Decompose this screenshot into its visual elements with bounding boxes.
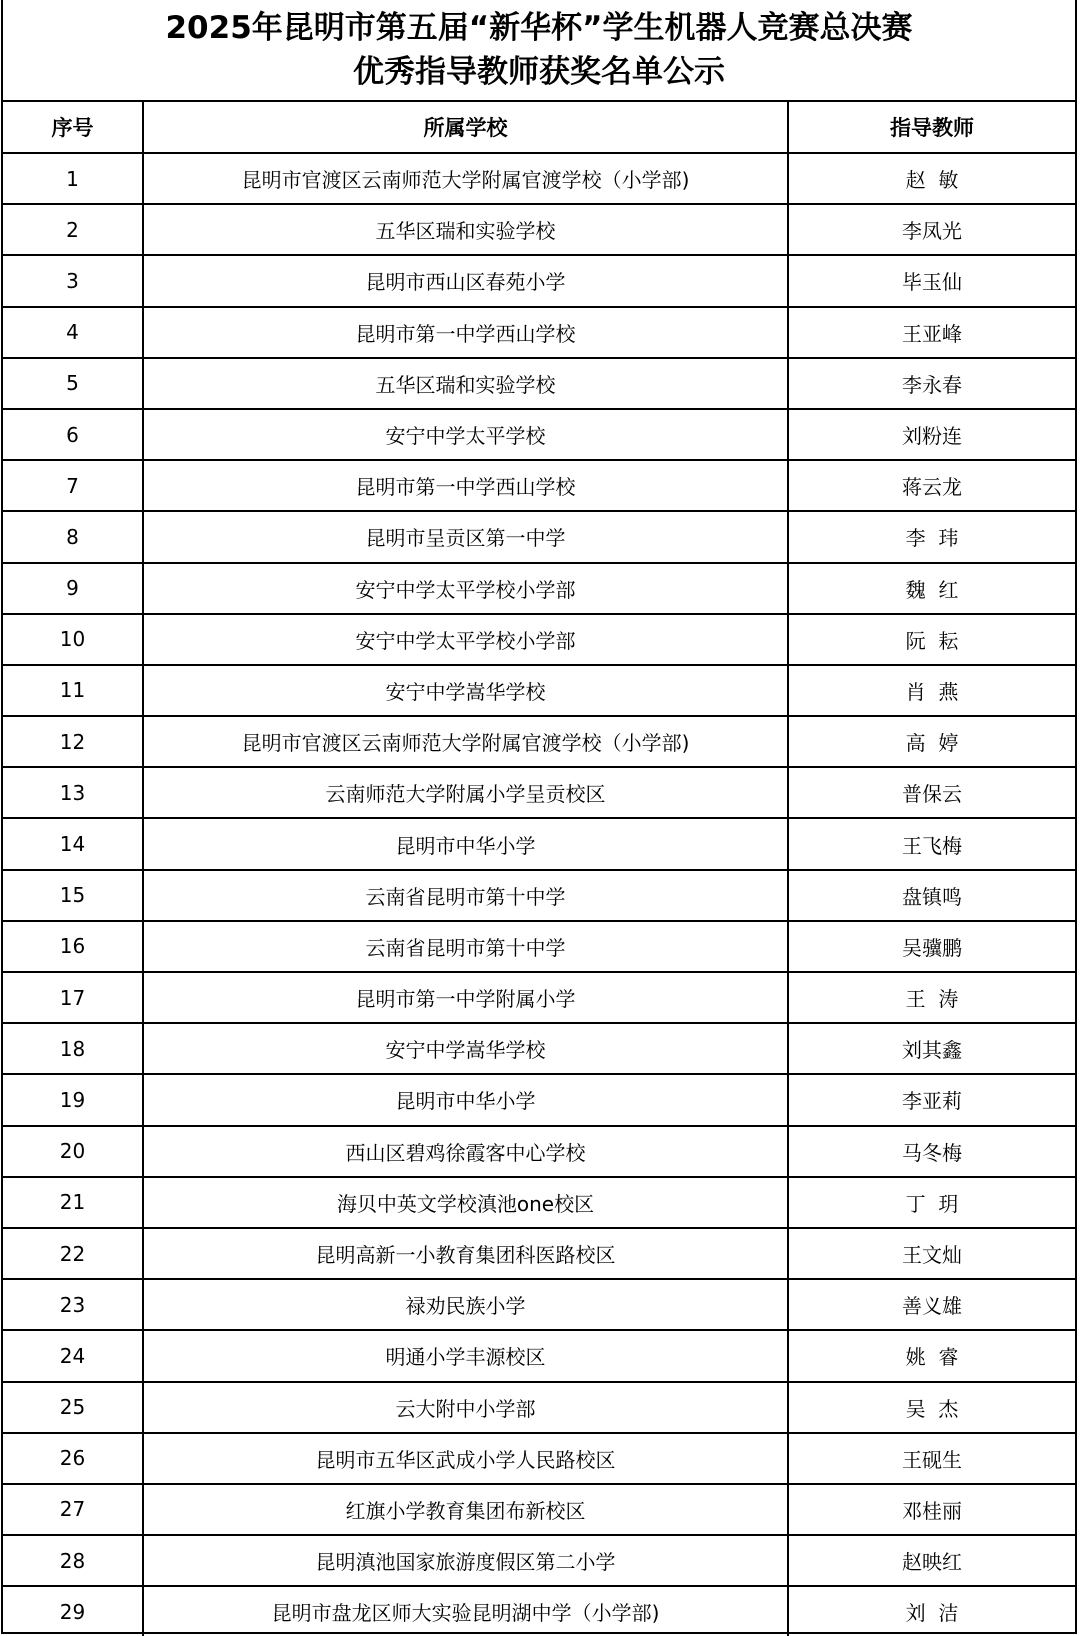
table-row [3, 1433, 1075, 1484]
row-teacher: 王砚生 [788, 1433, 1075, 1484]
row-teacher: 王 涛 [788, 972, 1075, 1023]
row-index: 29 [3, 1586, 143, 1636]
row-teacher: 盘镇鸣 [788, 870, 1075, 921]
row-school: 红旗小学教育集团布新校区 [143, 1484, 788, 1535]
row-index: 10 [3, 614, 143, 665]
row-school: 五华区瑞和实验学校 [143, 358, 788, 409]
row-school: 昆明滇池国家旅游度假区第二小学 [143, 1535, 788, 1586]
row-index: 25 [3, 1382, 143, 1433]
row-teacher: 王文灿 [788, 1228, 1075, 1279]
row-school: 昆明市中华小学 [143, 818, 788, 869]
row-school: 昆明市西山区春苑小学 [143, 255, 788, 306]
row-teacher: 吴骥鹏 [788, 921, 1075, 972]
document-title [3, 0, 1075, 102]
row-index: 5 [3, 358, 143, 409]
table-row [3, 460, 1075, 511]
table-row [3, 1330, 1075, 1381]
row-school: 海贝中英文学校滇池one校区 [143, 1177, 788, 1228]
table-row [3, 563, 1075, 614]
table-row [3, 665, 1075, 716]
row-index: 28 [3, 1535, 143, 1586]
row-school: 西山区碧鸡徐霞客中心学校 [143, 1126, 788, 1177]
row-teacher: 李永春 [788, 358, 1075, 409]
row-school: 云南省昆明市第十中学 [143, 921, 788, 972]
row-school: 昆明市呈贡区第一中学 [143, 511, 788, 562]
row-teacher: 刘其鑫 [788, 1023, 1075, 1074]
table-row [3, 614, 1075, 665]
row-index: 15 [3, 870, 143, 921]
row-school: 昆明市盘龙区师大实验昆明湖中学（小学部) [143, 1586, 788, 1636]
row-index: 12 [3, 716, 143, 767]
title-line-2: 优秀指导教师获奖名单公示 [353, 54, 725, 90]
row-school: 云南省昆明市第十中学 [143, 870, 788, 921]
row-index: 14 [3, 818, 143, 869]
row-teacher: 刘粉连 [788, 409, 1075, 460]
row-school: 昆明高新一小教育集团科医路校区 [143, 1228, 788, 1279]
table-row [3, 1228, 1075, 1279]
table-row [3, 1382, 1075, 1433]
row-index: 24 [3, 1330, 143, 1381]
row-teacher: 肖 燕 [788, 665, 1075, 716]
row-index: 27 [3, 1484, 143, 1535]
row-school: 五华区瑞和实验学校 [143, 204, 788, 255]
row-index: 22 [3, 1228, 143, 1279]
title-line-1: 2025年昆明市第五届“新华杯”学生机器人竞赛总决赛 [165, 10, 913, 46]
row-teacher: 魏 红 [788, 563, 1075, 614]
row-teacher: 姚 睿 [788, 1330, 1075, 1381]
table-row [3, 767, 1075, 818]
row-school: 云南师范大学附属小学呈贡校区 [143, 767, 788, 818]
row-index: 19 [3, 1074, 143, 1125]
row-teacher: 蒋云龙 [788, 460, 1075, 511]
row-school: 明通小学丰源校区 [143, 1330, 788, 1381]
row-teacher: 王亚峰 [788, 307, 1075, 358]
row-index: 7 [3, 460, 143, 511]
header-teacher: 指导教师 [788, 102, 1075, 153]
row-school: 昆明市第一中学附属小学 [143, 972, 788, 1023]
table-row [3, 921, 1075, 972]
table-row [3, 972, 1075, 1023]
table-row [3, 1126, 1075, 1177]
row-school: 安宁中学太平学校 [143, 409, 788, 460]
row-index: 3 [3, 255, 143, 306]
row-teacher: 邓桂丽 [788, 1484, 1075, 1535]
row-index: 17 [3, 972, 143, 1023]
table-row [3, 1279, 1075, 1330]
table-row [3, 307, 1075, 358]
row-teacher: 王飞梅 [788, 818, 1075, 869]
row-school: 昆明市第一中学西山学校 [143, 460, 788, 511]
table-row [3, 1023, 1075, 1074]
row-teacher: 李凤光 [788, 204, 1075, 255]
row-teacher: 刘 洁 [788, 1586, 1075, 1636]
header-index: 序号 [3, 102, 143, 153]
table-row [3, 153, 1075, 204]
table-row [3, 358, 1075, 409]
row-school: 安宁中学太平学校小学部 [143, 614, 788, 665]
row-school: 禄劝民族小学 [143, 1279, 788, 1330]
row-index: 13 [3, 767, 143, 818]
row-teacher: 李亚莉 [788, 1074, 1075, 1125]
table-row [3, 1177, 1075, 1228]
row-index: 9 [3, 563, 143, 614]
header-school: 所属学校 [143, 102, 788, 153]
row-teacher: 毕玉仙 [788, 255, 1075, 306]
row-index: 2 [3, 204, 143, 255]
table-row [3, 716, 1075, 767]
row-index: 20 [3, 1126, 143, 1177]
teacher-award-table [3, 102, 1075, 1636]
table-row [3, 409, 1075, 460]
row-index: 11 [3, 665, 143, 716]
row-school: 昆明市五华区武成小学人民路校区 [143, 1433, 788, 1484]
row-school: 安宁中学太平学校小学部 [143, 563, 788, 614]
row-index: 26 [3, 1433, 143, 1484]
table-row [3, 255, 1075, 306]
table-row [3, 818, 1075, 869]
row-teacher: 马冬梅 [788, 1126, 1075, 1177]
row-school: 云大附中小学部 [143, 1382, 788, 1433]
row-index: 6 [3, 409, 143, 460]
row-index: 16 [3, 921, 143, 972]
row-index: 1 [3, 153, 143, 204]
row-index: 4 [3, 307, 143, 358]
row-school: 昆明市第一中学西山学校 [143, 307, 788, 358]
award-list-document [1, 0, 1077, 1634]
row-school: 安宁中学嵩华学校 [143, 1023, 788, 1074]
table-row [3, 1484, 1075, 1535]
row-index: 8 [3, 511, 143, 562]
row-school: 昆明市官渡区云南师范大学附属官渡学校（小学部) [143, 153, 788, 204]
row-teacher: 阮 耘 [788, 614, 1075, 665]
table-row [3, 511, 1075, 562]
table-row [3, 870, 1075, 921]
table-header-row [3, 102, 1075, 153]
row-teacher: 赵 敏 [788, 153, 1075, 204]
row-index: 21 [3, 1177, 143, 1228]
row-school: 昆明市官渡区云南师范大学附属官渡学校（小学部) [143, 716, 788, 767]
table-row [3, 1535, 1075, 1586]
row-index: 23 [3, 1279, 143, 1330]
row-teacher: 善义雄 [788, 1279, 1075, 1330]
row-teacher: 李 玮 [788, 511, 1075, 562]
row-teacher: 丁 玥 [788, 1177, 1075, 1228]
table-row [3, 1586, 1075, 1636]
row-teacher: 吴 杰 [788, 1382, 1075, 1433]
row-teacher: 赵映红 [788, 1535, 1075, 1586]
row-school: 昆明市中华小学 [143, 1074, 788, 1125]
table-row [3, 1074, 1075, 1125]
row-school: 安宁中学嵩华学校 [143, 665, 788, 716]
table-row [3, 204, 1075, 255]
row-teacher: 高 婷 [788, 716, 1075, 767]
row-index: 18 [3, 1023, 143, 1074]
row-teacher: 普保云 [788, 767, 1075, 818]
